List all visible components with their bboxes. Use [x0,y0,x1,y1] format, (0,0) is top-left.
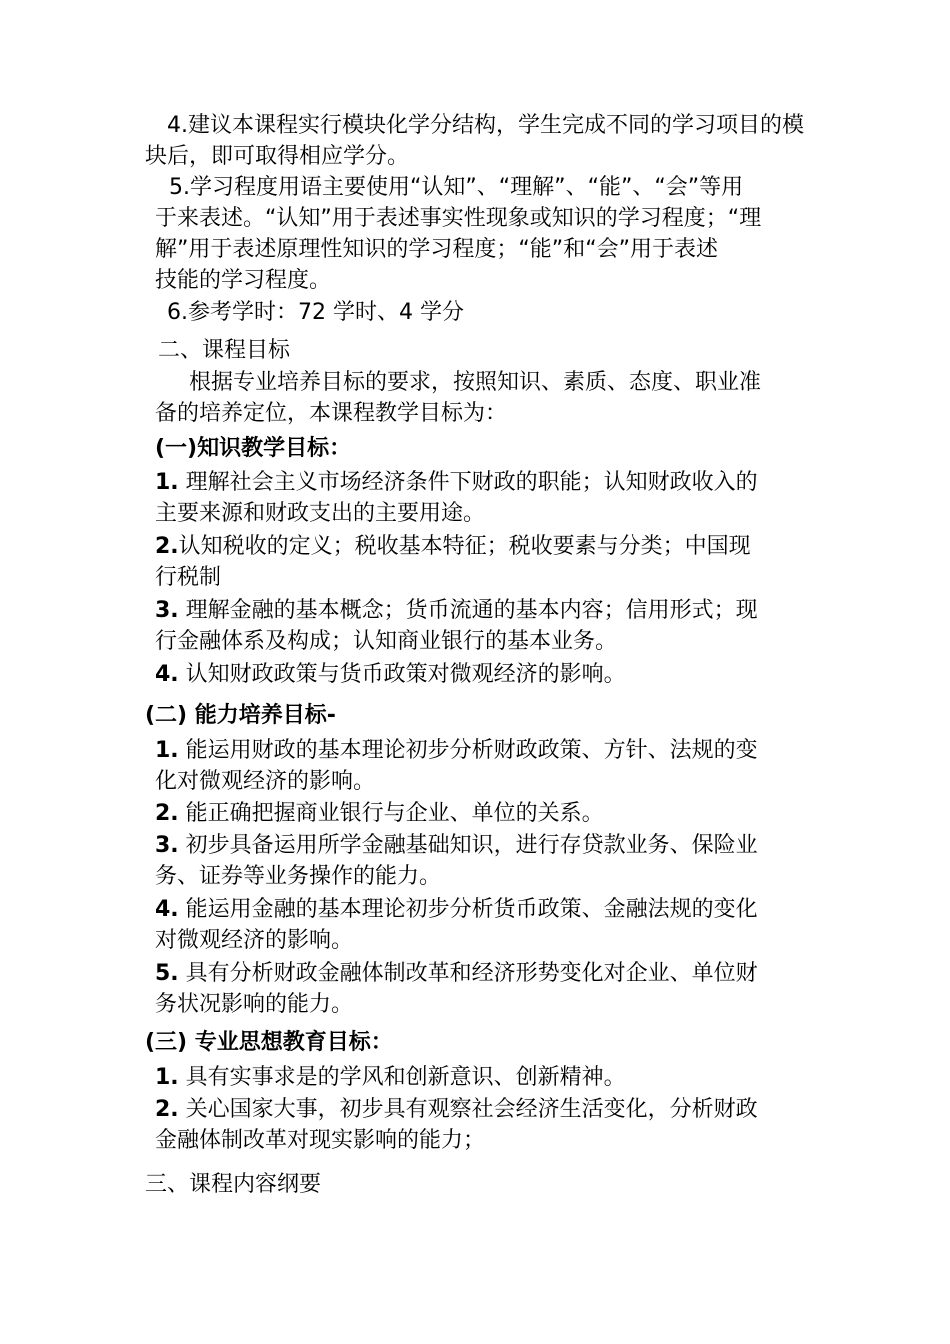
paragraph-goals-intro [155,367,810,429]
item-text: 主要来源和财政支出的主要用途。 [155,501,486,526]
ideology-item-1 [155,1062,810,1093]
item-number: 4. [155,897,179,922]
item-text: 行税制 [155,565,222,590]
item-text: 认知财政政策与货币政策对微观经济的影响。 [185,662,626,687]
item-number: 2. [155,534,179,559]
item-text: 具有分析财政金融体制改革和经济形势变化对企业、单位财 [185,961,758,986]
item-number: 3. [155,598,179,623]
item-text: 理解社会主义市场经济条件下财政的职能；认知财政收入的 [185,470,758,495]
item-text: 对微观经济的影响。 [155,928,354,953]
text-line: 技能的学习程度。 [155,268,332,293]
ability-item-3 [155,830,810,892]
knowledge-item-1 [155,467,810,529]
paragraph-credit-structure [145,110,810,172]
item-number: 2. [155,801,179,826]
item-text: 认知税收的定义；税收基本特征；税收要素与分类；中国现 [178,534,751,559]
ability-item-4 [155,894,810,956]
text-line: 块后，即可取得相应学分。 [145,144,410,169]
item-text: 关心国家大事，初步具有观察社会经济生活变化，分析财政 [185,1097,758,1122]
item-number: 2. [155,1097,179,1122]
text-line: 于来表述。“认知”用于表述事实性现象或知识的学习程度；“理 [155,206,762,231]
text-line: 6.参考学时：72 学时、4 学分 [167,300,464,325]
item-number: 5. [155,961,179,986]
item-number: 1. [155,470,179,495]
ability-item-2 [155,798,810,829]
item-text: 化对微观经济的影响。 [155,769,376,794]
item-number: 1. [155,738,179,763]
text-line: 根据专业培养目标的要求，按照知识、素质、态度、职业准 [189,370,762,395]
item-text: 金融体制改革对现实影响的能力； [155,1128,486,1153]
section-heading-course-content: 三、课程内容纲要 [145,1172,322,1197]
item-number: 4. [155,662,179,687]
item-text: 能正确把握商业银行与企业、单位的关系。 [185,801,604,826]
subheading-knowledge-goals: (一)知识教学目标： [155,436,352,461]
paragraph-learning-terms [155,172,810,296]
item-text: 初步具备运用所学金融基础知识，进行存贷款业务、保险业 [185,833,758,858]
ability-item-1 [155,735,810,797]
ideology-item-2 [155,1094,810,1156]
knowledge-item-4 [155,659,810,690]
paragraph-credit-hours [155,297,810,328]
ability-item-5 [155,958,810,1020]
item-text: 具有实事求是的学风和创新意识、创新精神。 [185,1065,626,1090]
subheading-ability-goals: (二) 能力培养目标- [145,703,336,728]
section-heading-course-goals: 二、课程目标 [158,338,291,363]
text-line: 5.学习程度用语主要使用“认知”、“理解”、“能”、“会”等用 [169,175,744,200]
subheading-ideology-goals: (三) 专业思想教育目标： [145,1030,393,1055]
text-line: 解”用于表述原理性知识的学习程度；“能”和“会”用于表述 [155,237,718,262]
text-line: 备的培养定位，本课程教学目标为： [155,401,508,426]
item-text: 务状况影响的能力。 [155,992,354,1017]
item-text: 能运用财政的基本理论初步分析财政政策、方针、法规的变 [185,738,758,763]
item-text: 能运用金融的基本理论初步分析货币政策、金融法规的变化 [185,897,758,922]
item-text: 行金融体系及构成；认知商业银行的基本业务。 [155,629,618,654]
knowledge-item-2 [155,531,810,593]
item-number: 3. [155,833,179,858]
item-text: 务、证券等业务操作的能力。 [155,864,442,889]
knowledge-item-3 [155,595,810,657]
item-text: 理解金融的基本概念；货币流通的基本内容；信用形式；现 [185,598,758,623]
text-line: 4.建议本课程实行模块化学分结构，学生完成不同的学习项目的模 [167,113,804,138]
item-number: 1. [155,1065,179,1090]
